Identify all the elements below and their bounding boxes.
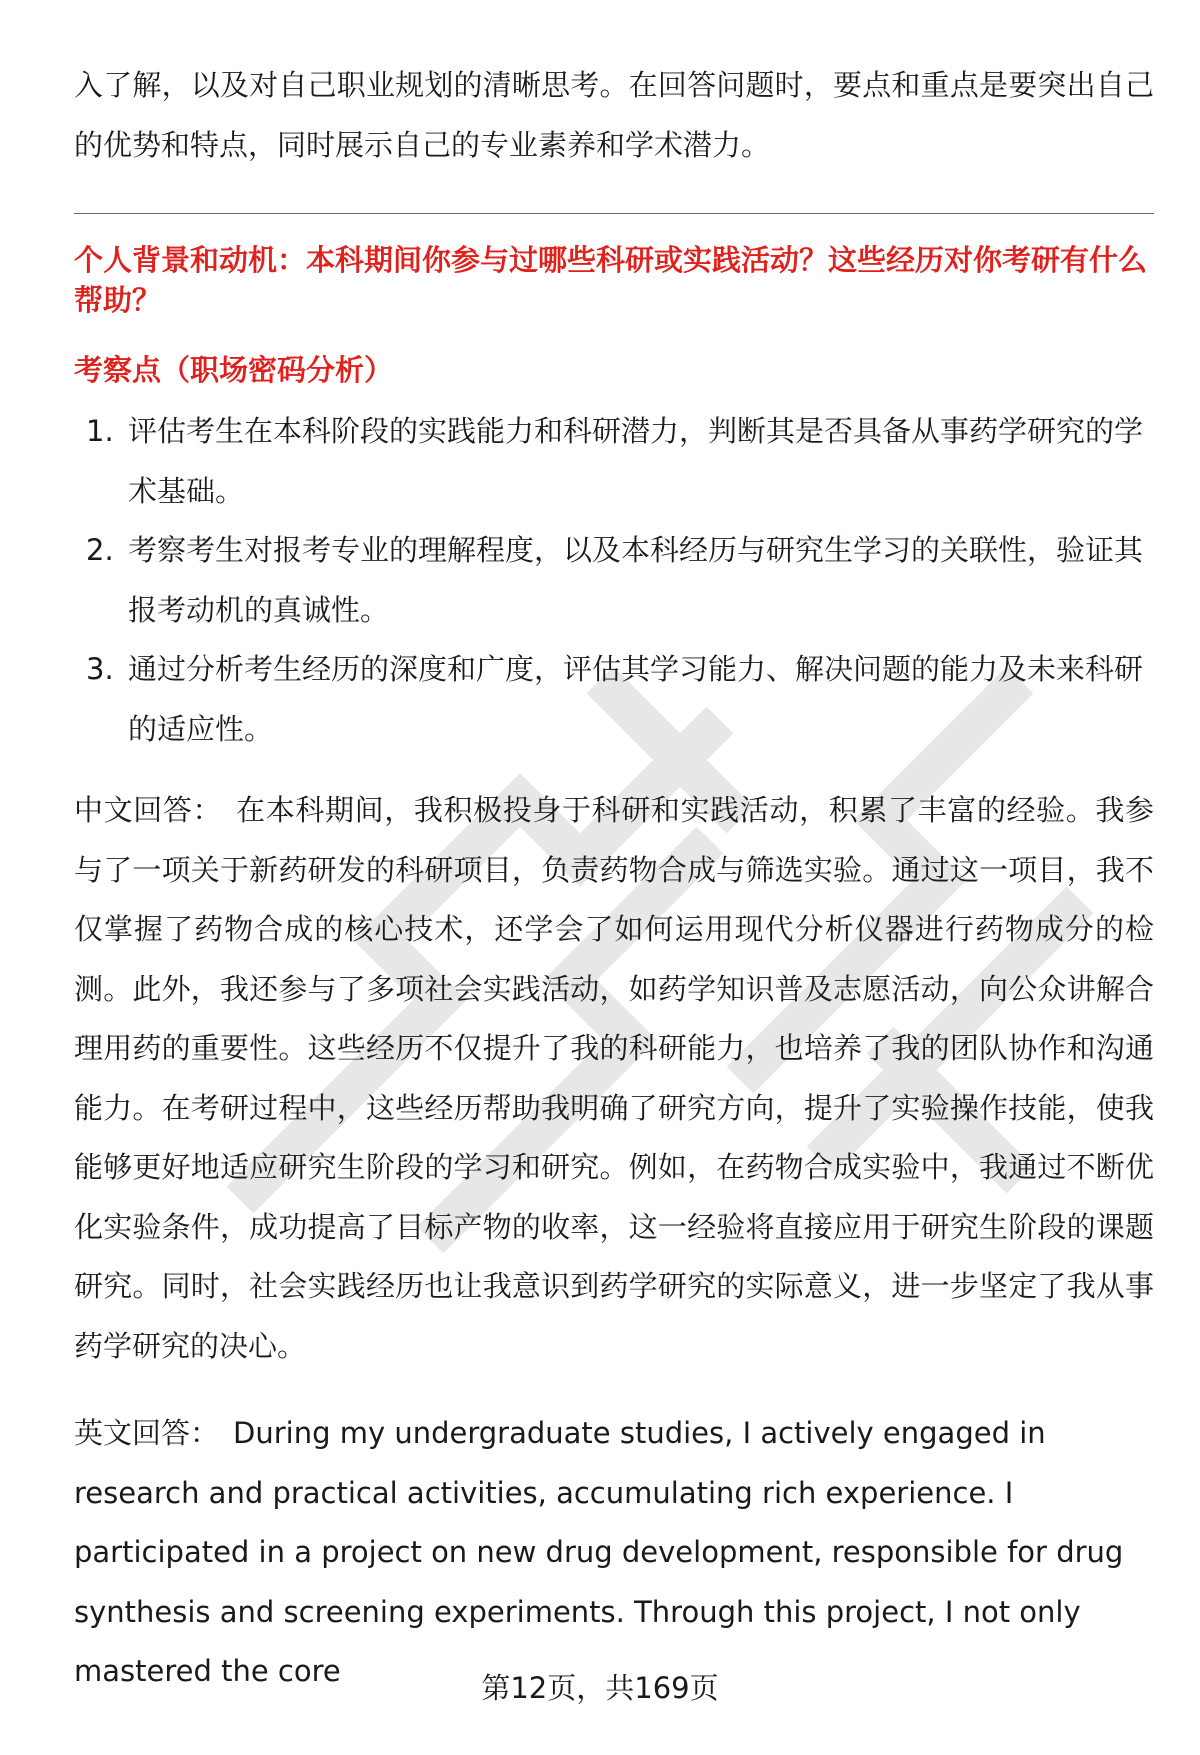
english-answer-paragraph [74, 1404, 1154, 1702]
chinese-answer-text: 在本科期间，我积极投身于科研和实践活动，积累了丰富的经验。我参与了一项关于新药研发的科研项目，负责药物合成与筛选实验。通过这一项目，我不仅掌握了药物合成的核心技术，还学会了如何运用现代分析仪器进行药物成分的检测。此外，我还参与了多项社会实践活动，如药学知识普及志愿活动，向公众讲解合理用药的重要性。这些经历不仅提升了我的科研能力，也培养了我的团队协作和沟通能力。在考研过程中，这些经历帮助我明确了研究方向，提升了实验操作技能，使我能够更好地适应研究生阶段的学习和研究。例如，在药物合成实验中，我通过不断优化实验条件，成功提高了目标产物的收率，这一经验将直接应用于研究生阶段的课题研究。同时，社会实践经历也让我意识到药学研究的实际意义，进一步坚定了我从事药学研究的决心。 [74, 793, 1154, 1363]
section-divider [74, 213, 1154, 214]
list-item-number: 1. [86, 414, 114, 448]
document-page [74, 56, 1154, 1730]
english-answer-text: During my undergraduate studies, I actively engaged in research and practical activities, accumulating rich experience. I participated in a project on new drug development, responsible for drug synthesis and screening experiments. Through this project, I not only mastered the core [74, 1416, 1124, 1688]
intro-paragraph: 入了解，以及对自己职业规划的清晰思考。在回答问题时，要点和重点是要突出自己的优势和特点，同时展示自己的专业素养和学术潜力。 [74, 68, 1154, 162]
assessment-points-list [74, 402, 1154, 759]
question-heading: 个人背景和动机：本科期间你参与过哪些科研或实践活动？这些经历对你考研有什么帮助？ [74, 243, 1148, 317]
list-item-text: 考察考生对报考专业的理解程度，以及本科经历与研究生学习的关联性，验证其报考动机的真诚性。 [128, 533, 1144, 627]
list-item [74, 521, 1154, 640]
english-answer-label: 英文回答： [74, 1416, 220, 1450]
list-item [74, 402, 1154, 521]
list-item-number: 2. [86, 533, 114, 567]
chinese-answer-label: 中文回答： [74, 793, 223, 827]
chinese-answer-paragraph [74, 781, 1154, 1376]
assessment-points-heading: 考察点（职场密码分析） [74, 353, 394, 387]
list-item-text: 评估考生在本科阶段的实践能力和科研潜力，判断其是否具备从事药学研究的学术基础。 [128, 414, 1144, 508]
list-item-number: 3. [86, 652, 114, 686]
list-item [74, 640, 1154, 759]
page-footer: 第12页，共169页 [481, 1671, 719, 1705]
list-item-text: 通过分析考生经历的深度和广度，评估其学习能力、解决问题的能力及未来科研的适应性。 [128, 652, 1144, 746]
